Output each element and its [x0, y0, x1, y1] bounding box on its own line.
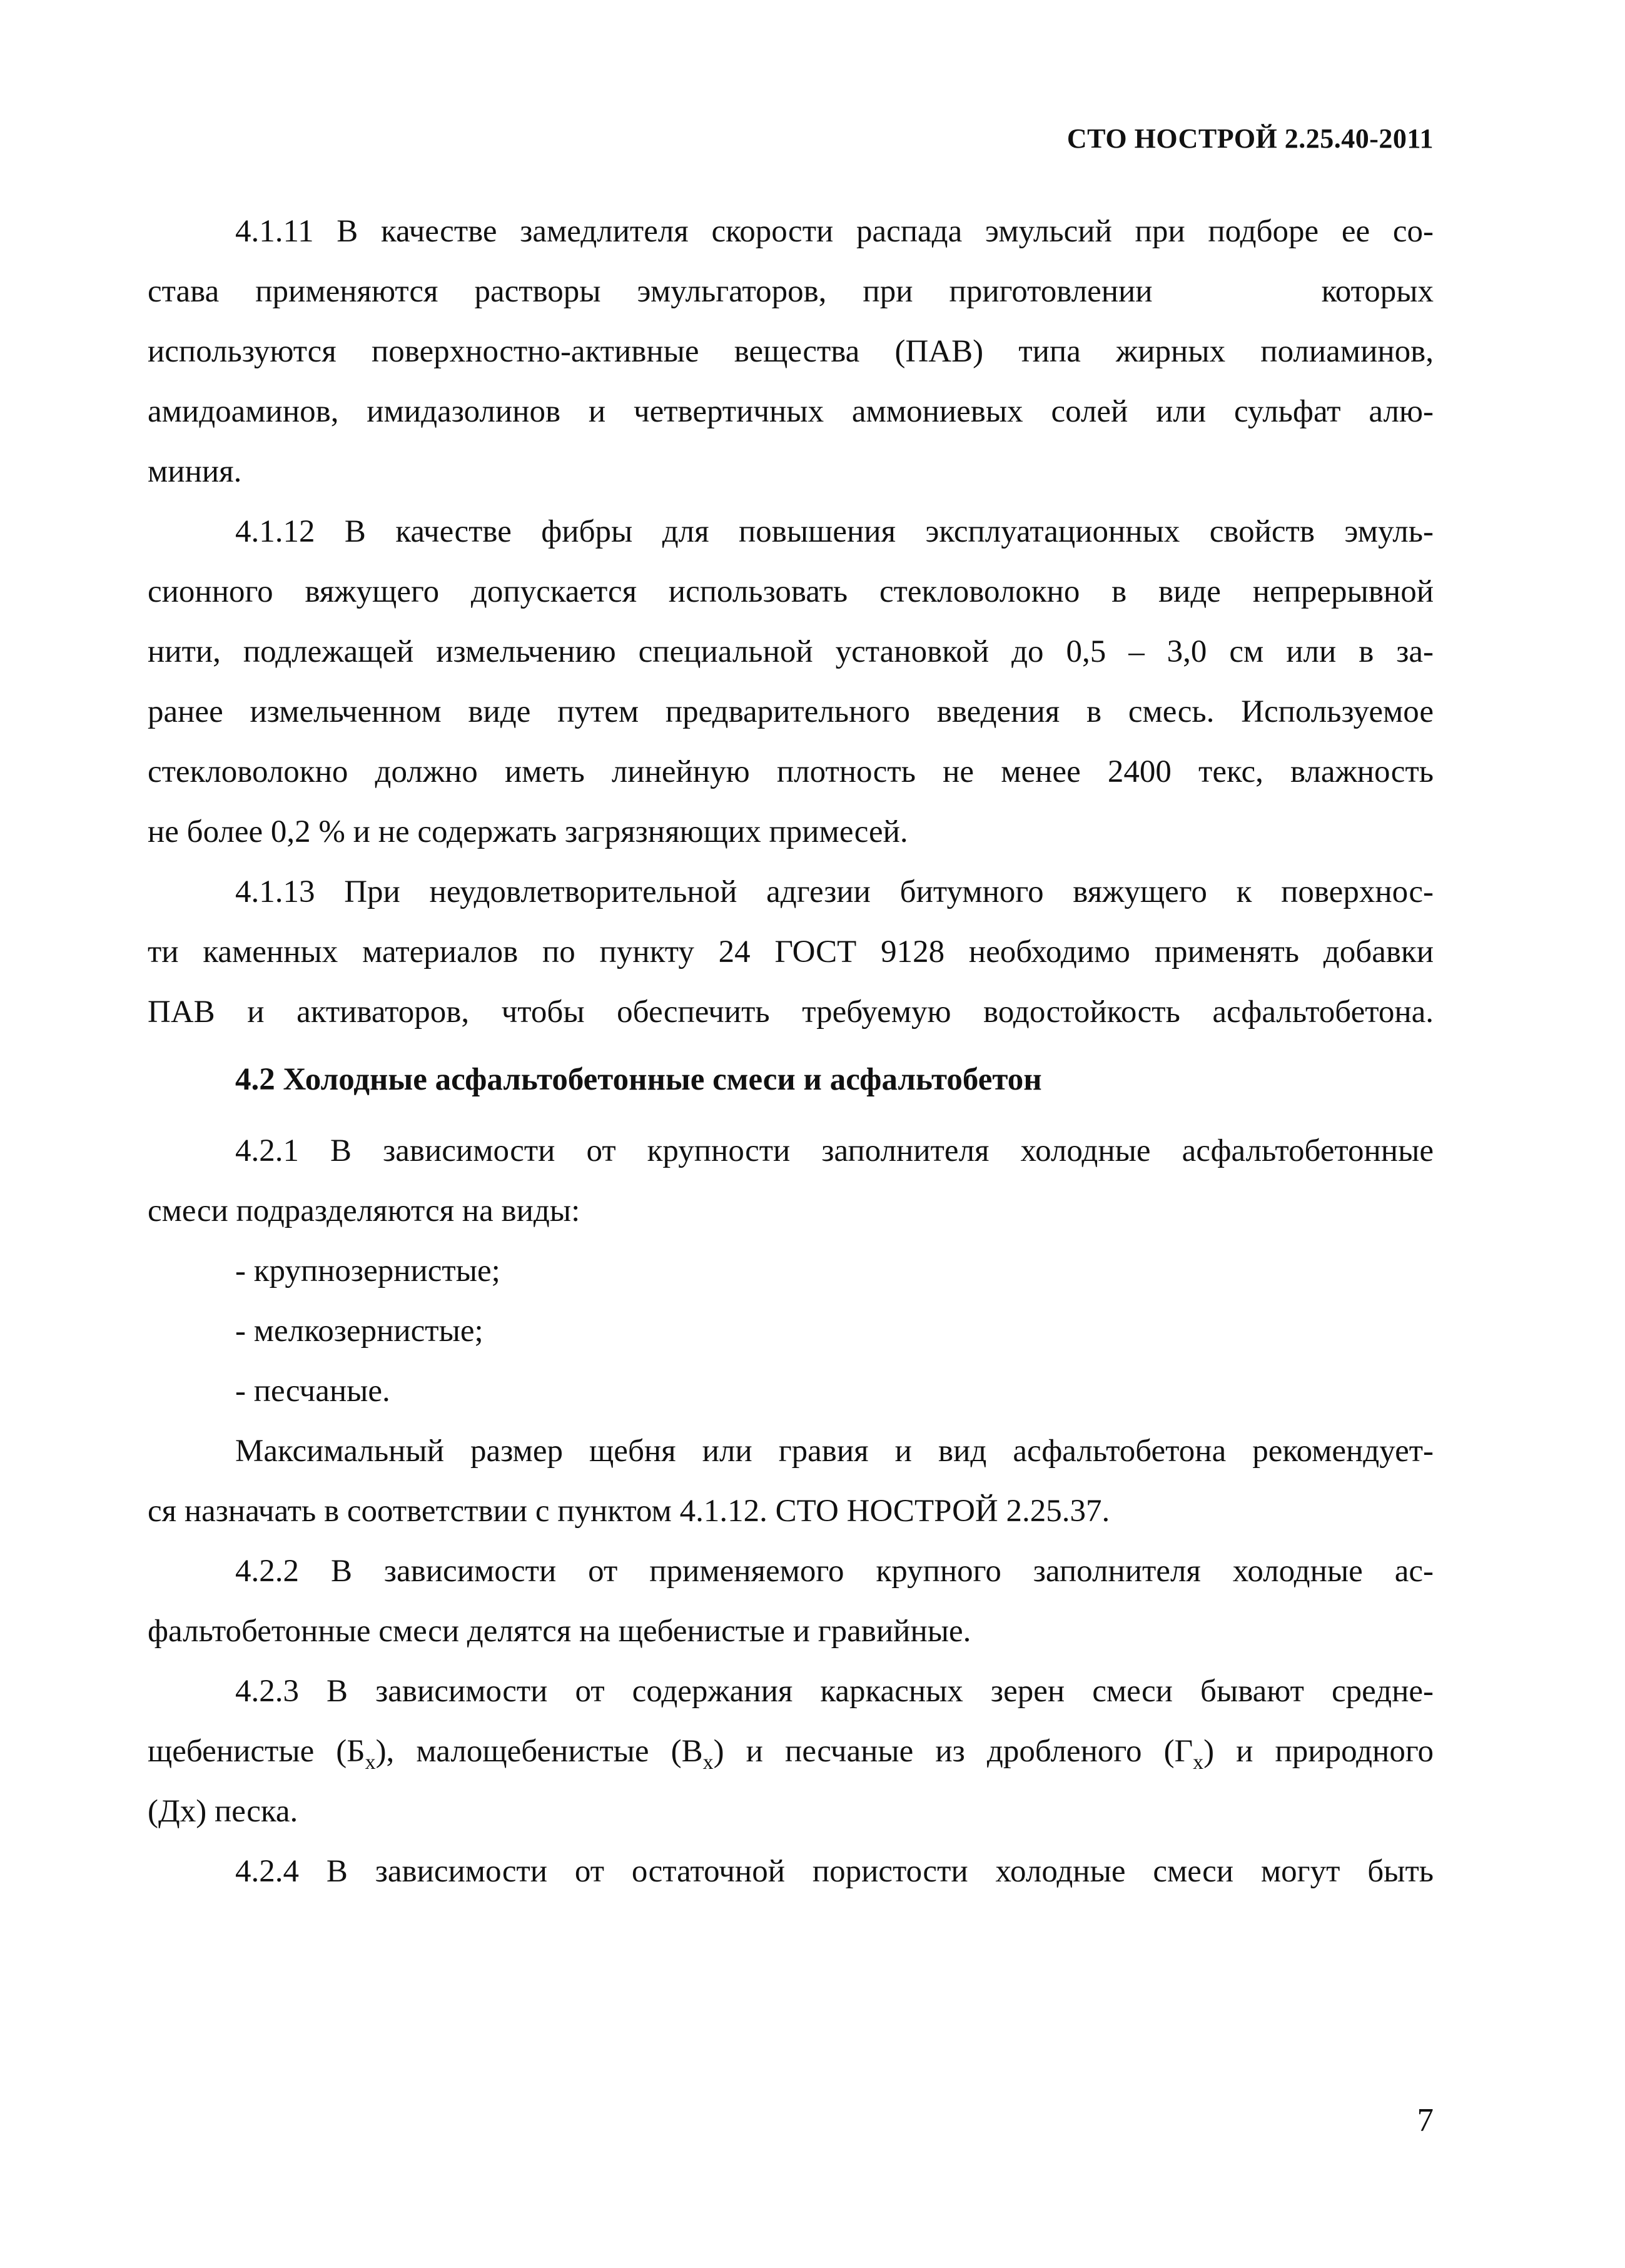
paragraph-4-1-12-line-2: сионного вяжущего допускается использовать стекловолокно в виде непрерывной: [148, 574, 1434, 609]
subscript: х: [1193, 1751, 1204, 1774]
list-item: - крупнозернистые;: [235, 1253, 500, 1288]
paragraph-4-2-2-line-2: фальтобетонные смеси делятся на щебенистые и гравийные.: [148, 1614, 971, 1649]
list-item: - песчаные.: [235, 1374, 390, 1409]
list-item: - мелкозернистые;: [235, 1314, 483, 1349]
paragraph-4-2-3-line-3: (Дх) песка.: [148, 1794, 298, 1829]
paragraph-4-1-11-line-3: используются поверхностно-активные вещества (ПАВ) типа жирных полиаминов,: [148, 334, 1434, 369]
subscript: х: [365, 1751, 376, 1774]
paragraph-4-2-3-line-2: [148, 1733, 1434, 1774]
paragraph-4-1-12-line-4: ранее измельченном виде путем предварительного введения в смесь. Используемое: [148, 694, 1434, 729]
paragraph-4-2-1-line-2: смеси подразделяются на виды:: [148, 1193, 580, 1228]
paragraph-max-size-line-1: Максимальный размер щебня или гравия и вид асфальтобетона рекомендует-: [235, 1434, 1434, 1469]
paragraph-4-1-13-line-1: 4.1.13 При неудовлетворительной адгезии битумного вяжущего к поверхнос-: [235, 874, 1434, 909]
paragraph-4-1-11-line-5: миния.: [148, 454, 242, 489]
paragraph-4-1-11-line-1: 4.1.11 В качестве замедлителя скорости распада эмульсий при подборе ее со-: [235, 214, 1434, 249]
document-header: СТО НОСТРОЙ 2.25.40-2011: [1066, 123, 1434, 154]
text-fragment: щебенистые (Б: [148, 1734, 365, 1769]
paragraph-4-1-11-line-4: амидоаминов, имидазолинов и четвертичных аммониевых солей или сульфат алю-: [148, 394, 1434, 429]
paragraph-4-2-4-line-1: 4.2.4 В зависимости от остаточной пористости холодные смеси могут быть: [235, 1854, 1434, 1889]
paragraph-4-1-12-line-6: не более 0,2 % и не содержать загрязняющих примесей.: [148, 814, 908, 849]
paragraph-4-2-3-line-1: 4.2.3 В зависимости от содержания каркасных зерен смеси бывают средне-: [235, 1674, 1434, 1709]
paragraph-4-1-11-line-2-part-2: которых: [1321, 274, 1434, 309]
paragraph-4-2-1-line-1: 4.2.1 В зависимости от крупности заполнителя холодные асфальтобетонные: [235, 1133, 1434, 1168]
paragraph-4-2-2-line-1: 4.2.2 В зависимости от применяемого крупного заполнителя холодные ас-: [235, 1554, 1434, 1589]
paragraph-4-1-11-line-2: [148, 273, 1434, 310]
paragraph-4-1-12-line-5: стекловолокно должно иметь линейную плотность не менее 2400 текс, влажность: [148, 754, 1434, 789]
page-number: 7: [1417, 2102, 1434, 2139]
section-heading: 4.2 Холодные асфальтобетонные смеси и асфальтобетон: [235, 1062, 1042, 1097]
text-fragment: ) и природного: [1203, 1734, 1434, 1769]
text-fragment: ) и песчаные из дробленого (Г: [713, 1734, 1193, 1769]
paragraph-4-1-12-line-1: 4.1.12 В качестве фибры для повышения эксплуатационных свойств эмуль-: [235, 514, 1434, 549]
paragraph-4-1-11-line-2-part-1: става применяются растворы эмульгаторов, при приготовлении: [148, 274, 1153, 309]
paragraph-4-1-13-line-2: ти каменных материалов по пункту 24 ГОСТ 9128 необходимо применять добавки: [148, 934, 1434, 969]
subscript: х: [702, 1751, 714, 1774]
text-fragment: ), малощебенистые (В: [375, 1734, 703, 1769]
paragraph-4-1-13-line-3: ПАВ и активаторов, чтобы обеспечить требуемую водостойкость асфальтобетона.: [148, 995, 1434, 1030]
paragraph-max-size-line-2: ся назначать в соответствии с пунктом 4.1.12. СТО НОСТРОЙ 2.25.37.: [148, 1494, 1110, 1529]
paragraph-4-1-12-line-3: нити, подлежащей измельчению специальной установкой до 0,5 – 3,0 см или в за-: [148, 634, 1434, 669]
